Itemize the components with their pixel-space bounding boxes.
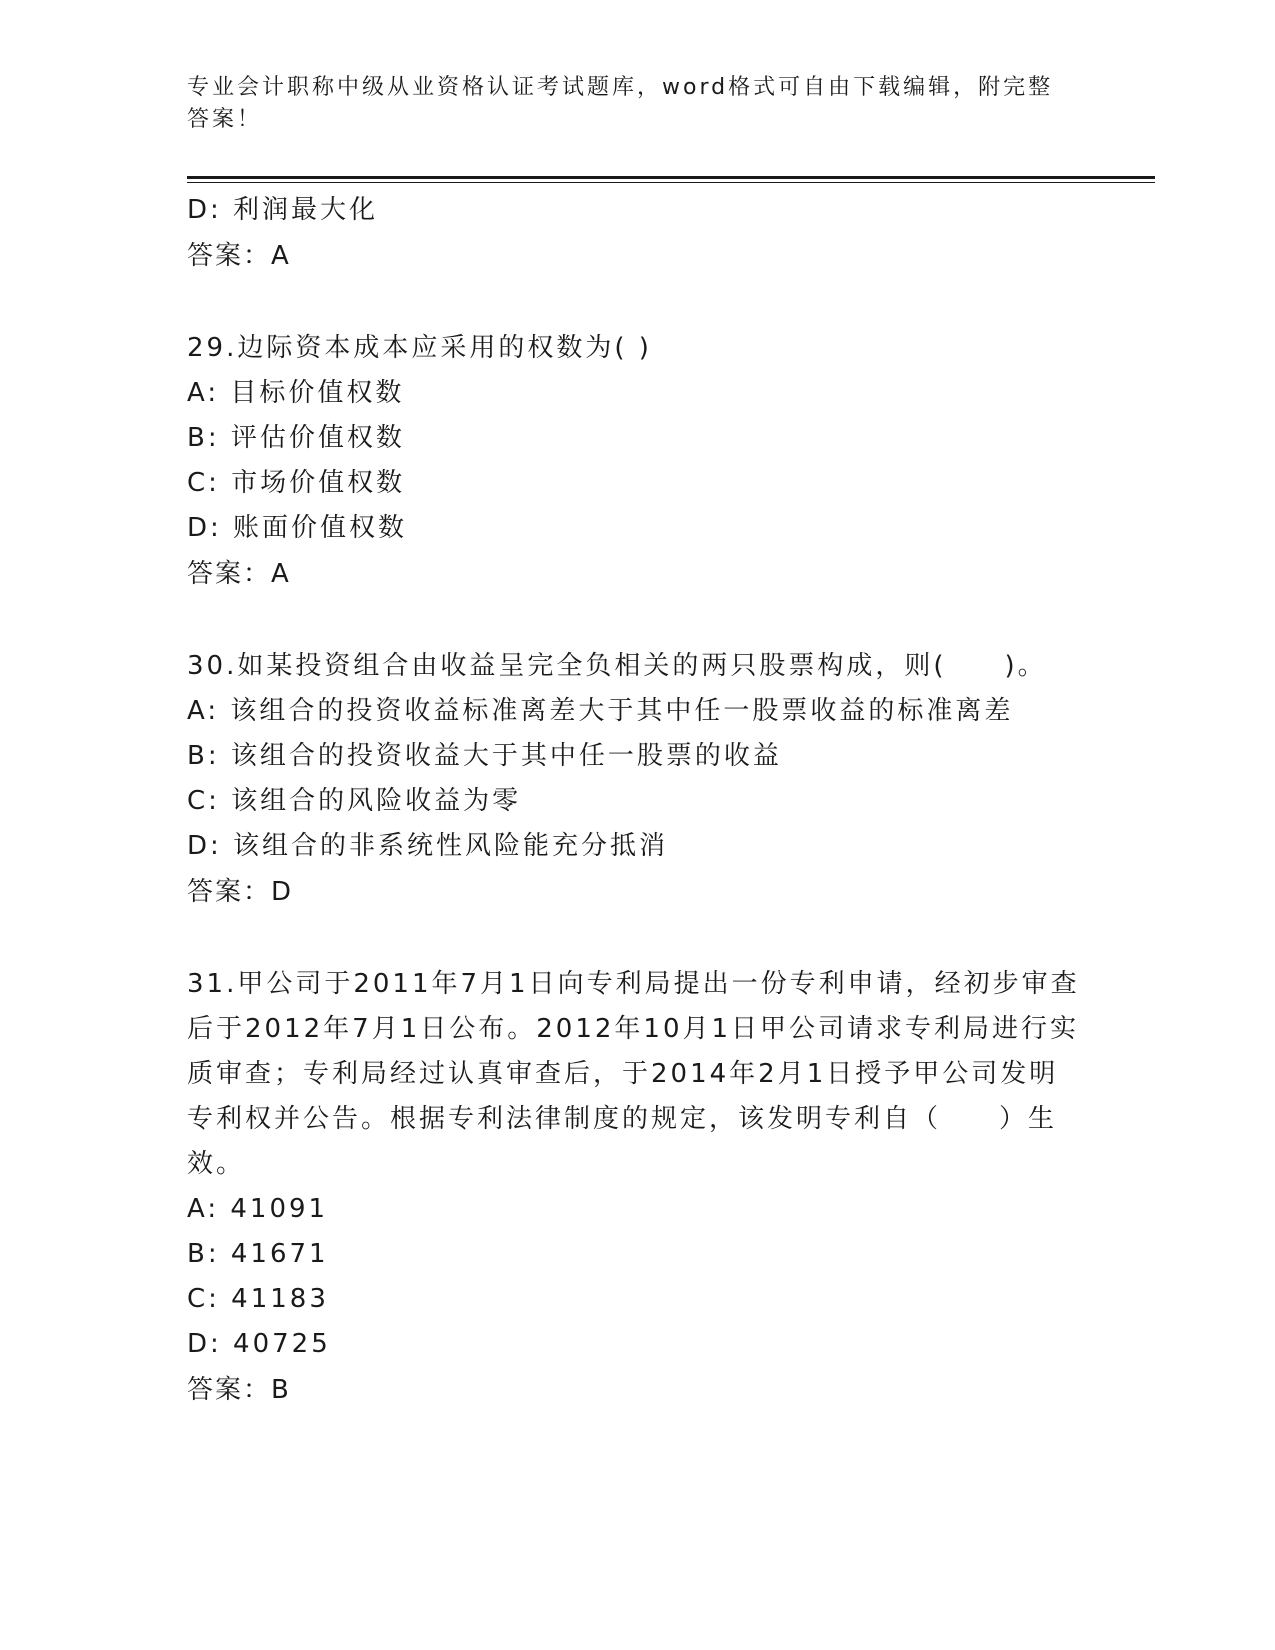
option-a: A: 目标价值权数 xyxy=(187,378,405,408)
question-stem: 29.边际资本成本应采用的权数为( ) xyxy=(187,333,652,363)
option-b: B: 评估价值权数 xyxy=(187,423,405,453)
prev-option-d: D: 利润最大化 xyxy=(187,195,379,225)
answer: 答案：B xyxy=(187,1375,291,1405)
spacer xyxy=(187,279,1087,326)
option-c: C: 41183 xyxy=(187,1284,329,1314)
option-b: B: 该组合的投资收益大于其中任一股票的收益 xyxy=(187,741,782,771)
prev-answer: 答案：A xyxy=(187,241,291,271)
header-rule-thick xyxy=(187,176,1155,179)
question-29 xyxy=(187,326,1087,597)
option-a: A: 41091 xyxy=(187,1194,329,1224)
question-stem: 31.甲公司于2011年7月1日向专利局提出一份专利申请，经初步审查后于2012年7月1日公布。2012年10月1日甲公司请求专利局进行实质审查；专利局经过认真审查后，于2014年2月1日授予甲公司发明专利权并公告。根据专利法律制度的规定，该发明专利自（ ）生效。 xyxy=(187,969,1080,1179)
option-d: D: 账面价值权数 xyxy=(187,513,408,543)
spacer xyxy=(187,915,1087,962)
option-d: D: 该组合的非系统性风险能充分抵消 xyxy=(187,831,669,861)
option-c: C: 市场价值权数 xyxy=(187,468,406,498)
question-31 xyxy=(187,962,1087,1413)
option-b: B: 41671 xyxy=(187,1239,329,1269)
question-stem: 30.如某投资组合由收益呈完全负相关的两只股票构成，则( )。 xyxy=(187,651,1047,681)
page-header: 专业会计职称中级从业资格认证考试题库，word格式可自由下载编辑，附完整答案！ xyxy=(187,75,1054,132)
answer: 答案：A xyxy=(187,559,291,589)
question-30 xyxy=(187,644,1087,915)
question-content xyxy=(187,188,1087,1413)
header-rule-thin xyxy=(187,182,1155,183)
option-c: C: 该组合的风险收益为零 xyxy=(187,786,522,816)
option-d: D: 40725 xyxy=(187,1329,331,1359)
answer: 答案：D xyxy=(187,877,294,907)
spacer xyxy=(187,597,1087,644)
option-a: A: 该组合的投资收益标准离差大于其中任一股票收益的标准离差 xyxy=(187,696,1014,726)
